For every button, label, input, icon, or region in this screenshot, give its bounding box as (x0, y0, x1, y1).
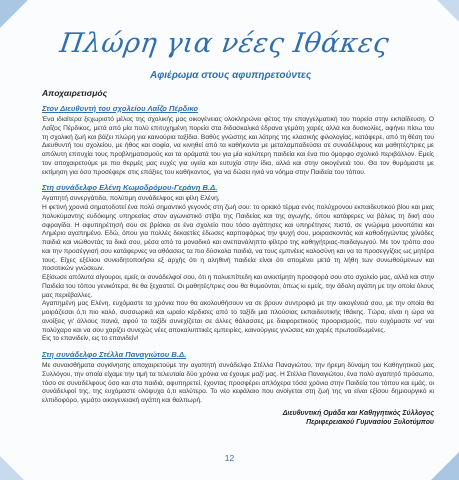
paragraph: Η φετινή χρονιά σηματοδοτεί ένα πολύ σημαντικό γεγονός στη ζωή σου: το οριακό τέρμα ενός πολύχρονου εκπαιδευτικού βίου και μιας πολυκύμαντης ευδόκιμης υπηρεσίας στον αγωνιστικό στίβο της Παιδείας και της αγωγής, όπου κατάφερες να βάλεις τη δική σου σφραγίδα. Η αφυπηρέτησή σου σε βρίσκει σε ένα σχολείο που τόσο αγάπησες και υπηρέτησες πιστά, σε γνώριμα μονοπάτια και Λημέριο αγαπημένο. Εδώ, όπου για πολλές δεκαετίες έδωσες καρποφόρως την ψυχή σου, μοιρασκοντάς και καθοδηγώντας χιλιάδες παιδιά και νιώθοντάς τα δικά σου, μέσα από το μοναδικό και ανεπανάληπτο φίλτρο της καθηγήτριας-παιδαγωγού. Με τον τρόπο σου και την προσέγγισή σου κατάφερνες να αθόασεις τα πιο δύσκολα παιδιά, να τους εμπνέεις καλοσύνη και να τα προσεγγίζεις ως μητέρα τους. Είχες εξέλιου συνειδητοποιήσει εξ αρχής ότι η αληθινή παιδεία είναι ότι απομένει μετά τη λήθη των συνωθούμενων και ποσοτικών γνώσεων. (42, 204, 434, 273)
page-title: Πλώρη για νέες Ιθάκες (57, 28, 392, 59)
section-heading: Αποχαιρετισμός (42, 88, 108, 98)
paragraph: Εις το επανιδείν, εις το επανιδείν! (42, 335, 139, 343)
decorative-corner-top-left (0, 0, 28, 28)
signature-line: Περιφερειακού Γυμνασίου Ξυλοτύμπου (306, 418, 434, 426)
subheading-principal: Στον Διευθυντή του σχολείου Λαΐζο Πέρδικο (42, 104, 199, 113)
paragraph: Ένα ιδιαίτερα ξεχωριστό μέλος της σχολικής μας οικογένειας ολοκληρώνει φέτος την επαγγελματική του πορεία στην εκπαίδευση. Ο Λαΐζος Πέρδικος, μετά από μία πολύ επιτυχημένη πορεία στα διδασκαλικά έδρανα γεμάτη χαρές αλλά και δυσκολίες, αφήνει πίσω του τη σχολική ζωή και βάζει πλώρη για καινούρια ταξίδια. Βαθύς γνώστης και λάτρης της κλασικής φιλολογίας, κατάφερε, από τη θέση του Διευθυντή του σχολείου, με ήθος και σοφία, να κινηθεί από τα καθήκοντα με μεταλαμπαδεύσει σε συναδέλφους και μαθητές/τριες με απόλυτη επιτυχία τους προβληματισμούς και τα οράματά του για μία καλύτερη παιδεία και ένα πιο όμορφο σχολικό περιβάλλον. Εμείς τον αποχαιρετούμε με πιο θερμές μας ευχές για υγεία και ευτυχία στην ίδια, αλλά και στην οικογένειά του. Θα τον θυμόμαστε με εκτίμηση για όσο προσέφερε στις επάξιες του καθήκοντος, για να δώσει ηνιά να νόημα στην Παιδεία του τόπου. (42, 116, 434, 176)
subheading-eleni: Στη συνάδελφο Ελένη Κωμοδρόμου-Γεράνη Β.Δ. (42, 183, 218, 193)
paragraph: Αγαπημένη μας Ελένη, ευχόμαστε τα χρόνια που θα ακολουθήσουν να σε βρουν συντροφιά με την οικογένειά σου, με την οποία θα μοιράζεσαι ό,τι πιο καλό, συσσωρικά και ωραίο κέρδισες από το ταξίδι μια πλούσιας εκπαιδευτικής Ιθάκης. Τώρα, είναι η ώρα να ανοίξεις γι' άλλους πανιά, αφού το ταξίδι συνεχίζεται σε άλλες θάλασσες με διαφορετικούς προορισμούς, που ευχόμαστε να' ναι πολύχαρο και να σου χαρίζει συνεχώς νέες αποκαλυπτικές εμπειρίες, καινούργιες γνώσεις και χαρές πρωτοείδωμένες. (42, 300, 434, 334)
paragraph: Με συναισθήματα συγκίνησης αποχαιρετούμε την αγαπητή συνάδελφο Στέλλα Παναγιώτου, την ήρεμη δύναμη του Καθηγητικού μας Συλλόγου, την οποία είχαμε την τιμή τα τελευταία δύο χρόνια να έχουμε μαζί μας. Η Στέλλα Παναγιώτου, ένα πολύ αγαπητό πρόσωπο, τόσο σε συναδέλφους όσο και στα παιδιά, αφυπηρετεί, έχοντας προσφέρει απλόχερα τόσα χρόνια στην Παιδεία του τόπου και εμάς, οι συνάδελφοί της, της ευχόμαστε ολόψυχα ό,τι καλύτερο. Το νέο κεφάλαιο που ανοίγεται στη ζωή της να είναι εξίσου δημιουργικό κι ελπιδοφόρο, γεμάτο οικογενειακή αγάπη και θαλπωρή. (42, 362, 434, 404)
subheading-stella: Στη συνάδελφο Στέλλα Παναγιώτου Β.Δ. (42, 350, 187, 359)
paragraph: Εξίσωσε απόλυτα σίγουροι, εμείς οι συνάδελφοί σου, ότι η πολυεπίπεδη και ανεκτίμητη προσφορά σου στο σχολείο μας, αλλά και στην Παιδεία του τόπου γενικότερα, θε θα ξεχαστεί. Οι μαθητές/τριες σου θα θυμούνται, όπως κι εμείς, την άδολη αγάπη με την οποία όλους μας περιέβαλλες. (42, 274, 434, 299)
page-number: 12 (224, 453, 235, 463)
signature (42, 409, 434, 427)
article-body (42, 88, 434, 427)
paragraph: Αγαπητή συνεργάτιδα, πολύτιμη συνάδελφος και φίλη Ελένη, (42, 195, 220, 203)
decorative-corner-top-right (437, 0, 459, 22)
page-subtitle: Αφιέρωμα στους αφυπηρετούντες (150, 70, 312, 81)
signature-line: Διευθυντική Ομάδα και Καθηγητικός Σύλλογος (282, 409, 434, 417)
